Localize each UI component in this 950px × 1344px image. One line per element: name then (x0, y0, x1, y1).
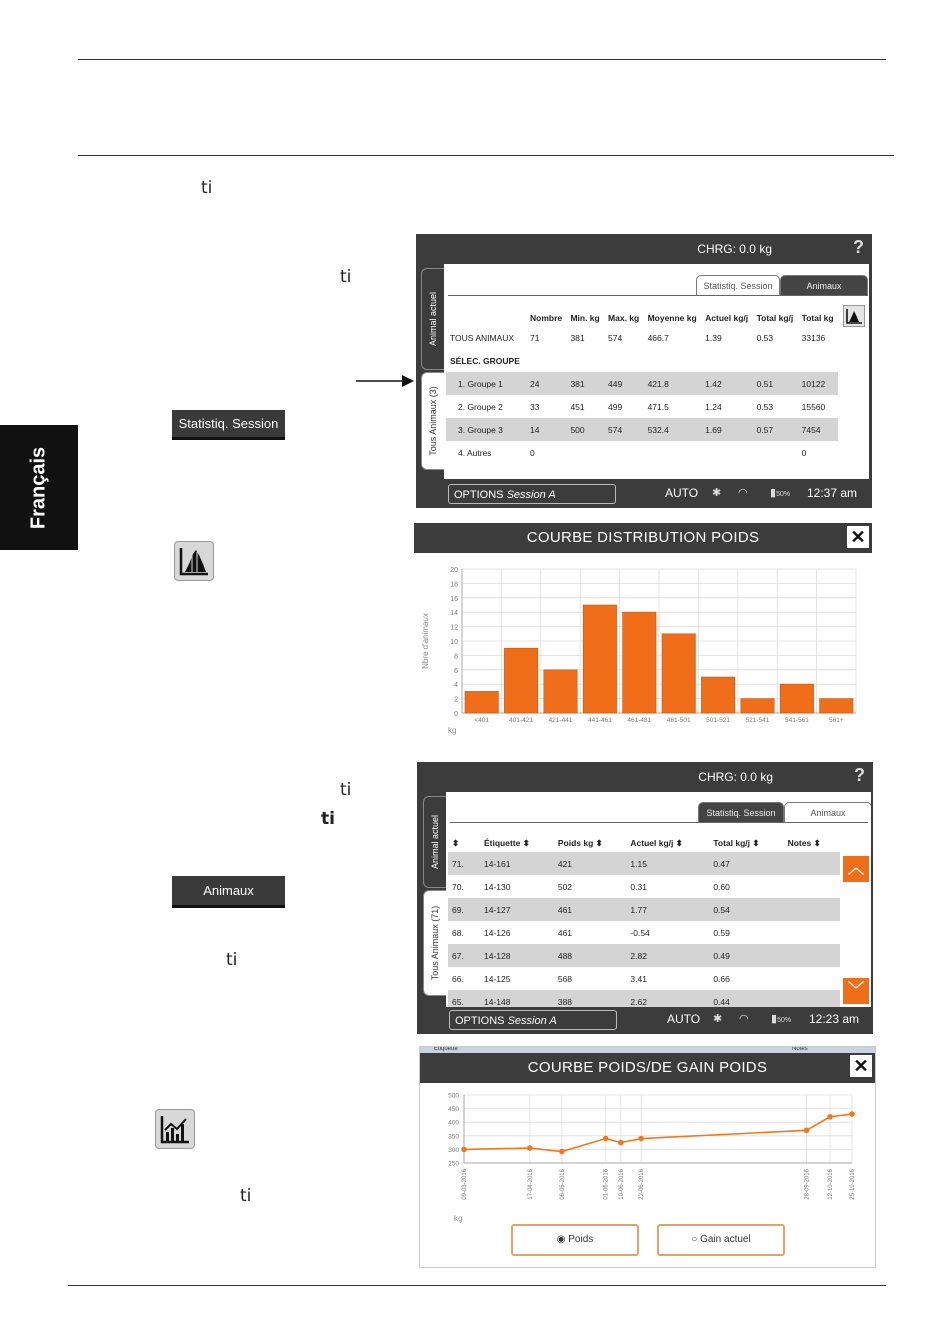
vtab-label: Tous Animaux (3) (428, 386, 438, 456)
table-cell (526, 349, 566, 372)
radio-selected-icon: ◉ (556, 1234, 566, 1245)
table-cell (784, 967, 840, 990)
chart-title-text: COURBE POIDS/DE GAIN POIDS (527, 1059, 768, 1076)
x-tick-label: 421-441 (548, 717, 573, 724)
chart-title-text: COURBE DISTRIBUTION POIDS (526, 529, 760, 546)
table-cell: 10122 (798, 372, 838, 395)
stats-table-rule (448, 295, 866, 296)
y-tick-label: 18 (450, 581, 458, 589)
table-cell: 66. (452, 973, 464, 984)
close-icon[interactable]: ✕ (850, 1055, 872, 1077)
options-button[interactable] (448, 484, 616, 504)
table-cell: 0.66 (713, 973, 730, 984)
pointer-arrow-icon (356, 374, 416, 388)
table-cell: 7454 (798, 418, 838, 441)
column-header[interactable]: Notes ⬍ (787, 838, 821, 848)
table-cell: 0.47 (709, 852, 783, 875)
row-label: TOUS ANIMAUX (450, 332, 515, 343)
table-cell (604, 441, 644, 464)
vtab-current-animal[interactable] (423, 796, 447, 888)
battery-icon: ▮50% (770, 487, 791, 499)
bar (820, 699, 853, 713)
table-cell: 381 (570, 332, 585, 343)
y-tick-label: 0 (454, 711, 458, 718)
table-row (446, 349, 838, 372)
x-tick-label: 481-501 (666, 717, 691, 724)
button-label: Statistiq. Session (178, 416, 279, 431)
help-icon[interactable]: ? (854, 765, 865, 785)
y-tick-label: 500 (448, 1092, 459, 1100)
y-tick-label: 6 (454, 667, 458, 675)
ligature-fragment: ti (321, 809, 335, 829)
table-row[interactable] (448, 898, 840, 921)
tab-label: Statistiq. Session (703, 281, 773, 291)
table-cell (701, 441, 752, 464)
header-rule-top (78, 59, 886, 60)
y-tick-label: 450 (448, 1106, 459, 1114)
data-point (461, 1147, 467, 1153)
table-cell: 1.77 (626, 898, 709, 921)
table-cell (566, 441, 604, 464)
bar (465, 691, 498, 713)
ligature-fragment: ti (201, 178, 213, 198)
vtab-label: Tous Animaux (71) (430, 905, 440, 981)
bar (741, 699, 774, 713)
table-cell: 14-128 (480, 944, 554, 967)
language-label: Français (27, 446, 50, 529)
table-cell: 1.39 (705, 332, 722, 343)
column-header (446, 300, 526, 326)
x-tick-label: 01-06-2016 (603, 1169, 610, 1200)
animals-table-rule (450, 822, 868, 823)
data-point (804, 1128, 810, 1134)
column-header[interactable]: Poids kg ⬍ (557, 838, 603, 848)
data-point (849, 1111, 855, 1117)
table-cell: 0.53 (756, 332, 774, 343)
row-label: 2. Groupe 2 (458, 401, 503, 412)
vtab-current-animal[interactable] (421, 268, 445, 370)
data-point (559, 1149, 565, 1155)
tab-statistiq-session[interactable] (696, 275, 780, 296)
clock: 12:37 am (807, 486, 858, 500)
weight-line-chart (420, 1083, 877, 1225)
table-cell: 0.57 (753, 418, 798, 441)
distribution-bar-chart (414, 553, 872, 745)
table-cell: 65. (448, 990, 480, 1007)
load-readout: CHRG: 0.0 kg (697, 242, 772, 256)
chart-open-button[interactable] (843, 305, 865, 327)
table-cell: 449 (604, 372, 644, 395)
table-cell (784, 852, 840, 875)
bottom-status-bar (417, 1006, 873, 1034)
options-label: OPTIONS (454, 489, 504, 501)
tab-label: Animaux (810, 808, 846, 818)
battery-level: 50% (777, 1017, 792, 1024)
auto-mode-label: AUTO (665, 486, 699, 500)
battery-icon: ▮50% (771, 1013, 792, 1025)
bar (701, 677, 734, 713)
column-header: Total kg (801, 313, 834, 323)
data-point (603, 1136, 609, 1142)
ligature-fragment: ti (340, 267, 352, 287)
x-tick-label: 561+ (828, 717, 844, 724)
table-cell: 0.54 (709, 898, 783, 921)
table-row[interactable] (448, 852, 840, 875)
y-tick-label: 14 (450, 610, 458, 618)
distribution-chart-icon (844, 306, 864, 326)
wifi-icon: ◠ (738, 487, 748, 499)
table-cell (784, 944, 840, 967)
table-cell: 14-161 (480, 852, 554, 875)
bar (544, 670, 577, 713)
table-cell: 14 (526, 418, 566, 441)
series-line (464, 1114, 852, 1152)
x-tick-label: 461-481 (627, 717, 652, 724)
animals-list-screen (417, 762, 873, 1034)
table-cell (644, 441, 702, 464)
stats-header-row (446, 300, 838, 326)
table-cell: 500 (566, 418, 604, 441)
stats-table (446, 300, 838, 464)
table-cell (753, 349, 798, 372)
table-cell: 15560 (801, 401, 826, 412)
tab-animaux[interactable] (784, 802, 871, 823)
y-tick-label: 300 (448, 1146, 459, 1154)
table-cell: 0.60 (713, 881, 730, 892)
table-cell: 0 (530, 447, 535, 458)
x-tick-label: 541-561 (784, 717, 809, 724)
underlying-header-right: Notes (792, 1047, 808, 1052)
table-cell: 0.53 (756, 401, 774, 412)
table-cell (644, 349, 702, 372)
x-tick-label: 17-04-2016 (527, 1169, 534, 1200)
bar (780, 684, 813, 713)
column-header[interactable]: ⬍ (452, 838, 460, 848)
statistiq-session-button-image (172, 410, 285, 440)
animals-table (448, 826, 840, 1007)
footer-rule (68, 1285, 886, 1286)
vtab-label: Animal actuel (428, 291, 438, 347)
top-status-bar (416, 234, 872, 264)
table-cell: 1.24 (705, 401, 722, 412)
table-cell: 0.51 (753, 372, 798, 395)
column-header: Max. kg (608, 313, 640, 323)
column-header[interactable]: Actuel kg/j ⬍ (630, 838, 683, 848)
table-cell: 502 (557, 881, 573, 892)
x-tick-label: 12-10-2016 (828, 1169, 835, 1200)
data-point (527, 1145, 533, 1151)
column-header[interactable]: Total kg/j ⬍ (713, 838, 760, 848)
x-tick-label: 501-521 (706, 717, 731, 724)
x-tick-label: 401-421 (509, 717, 534, 724)
table-cell: 1.69 (701, 418, 752, 441)
bluetooth-icon: ✱ (713, 1013, 723, 1025)
vtab-all-animals[interactable] (423, 890, 447, 996)
vtab-all-animals[interactable] (421, 372, 445, 470)
table-cell (784, 875, 840, 898)
table-cell: 33136 (801, 332, 826, 343)
chart-title (414, 523, 872, 553)
x-tick-label: 441-461 (587, 717, 612, 724)
y-tick-label: 8 (454, 653, 458, 661)
table-cell: 14-130 (484, 881, 511, 892)
row-label: 3. Groupe 3 (446, 418, 526, 441)
scroll-down-button[interactable]: ﹀ (843, 978, 869, 1004)
y-tick-label: 350 (448, 1133, 459, 1141)
table-cell: 1.42 (701, 372, 752, 395)
options-button[interactable] (449, 1010, 617, 1030)
clock: 12:23 am (809, 1012, 860, 1026)
data-point (827, 1114, 833, 1120)
table-cell: 461 (557, 927, 573, 938)
y-tick-label: 16 (450, 595, 458, 603)
table-cell (784, 898, 840, 921)
weight-gain-chart-icon (155, 1109, 195, 1149)
table-cell (798, 349, 838, 372)
row-label: SÉLEC. GROUPE (450, 355, 520, 366)
y-tick-label: 4 (454, 682, 458, 690)
table-cell: 3.41 (630, 973, 647, 984)
table-cell: 67. (448, 944, 480, 967)
tab-label: Animaux (806, 281, 842, 291)
x-unit-label: kg (454, 1214, 463, 1223)
row-label: 4. Autres (458, 447, 492, 458)
session-label: Session A (507, 1015, 557, 1027)
load-readout: CHRG: 0.0 kg (698, 770, 773, 784)
animals-header-row (448, 826, 840, 852)
y-tick-label: 2 (454, 696, 458, 704)
x-tick-label: 28-09-2016 (804, 1169, 811, 1200)
battery-level: 50% (776, 491, 791, 498)
session-stats-screen (416, 234, 872, 508)
language-side-tab (0, 425, 78, 550)
table-cell: 1.15 (626, 852, 709, 875)
bar (504, 648, 537, 713)
x-tick-label: 10-06-2016 (618, 1169, 625, 1200)
tab-statistiq-session[interactable] (698, 802, 784, 823)
column-header: Min. kg (570, 313, 600, 323)
data-point (638, 1136, 644, 1142)
table-row[interactable] (446, 372, 838, 395)
table-cell: 71 (530, 332, 540, 343)
table-row[interactable] (448, 921, 840, 944)
table-cell (701, 349, 752, 372)
radio-label: Gain actuel (700, 1234, 751, 1245)
table-cell: 466.7 (647, 332, 669, 343)
table-cell (784, 921, 840, 944)
x-tick-label: 09-03-2016 (462, 1169, 468, 1200)
bottom-status-bar (416, 480, 872, 508)
table-cell: 451 (570, 401, 585, 412)
x-tick-label: 521-541 (745, 717, 770, 724)
column-header: Moyenne kg (647, 313, 697, 323)
underlying-header-left: Étiquette (434, 1047, 458, 1052)
table-cell: 14-125 (484, 973, 511, 984)
table-cell (784, 990, 840, 1007)
table-cell: 2.62 (626, 990, 709, 1007)
radio-unselected-icon: ○ (691, 1234, 698, 1245)
table-cell: 388 (554, 990, 627, 1007)
column-header: Total kg/j (756, 313, 794, 323)
stats-content (444, 264, 869, 479)
table-cell: 471.5 (647, 401, 669, 412)
table-row[interactable] (446, 418, 838, 441)
table-cell: 14-126 (484, 927, 511, 938)
tab-label: Statistiq. Session (706, 808, 776, 818)
x-tick-label: 25-10-2016 (850, 1169, 856, 1200)
animaux-button-image (172, 876, 285, 908)
table-cell: 14-127 (480, 898, 554, 921)
table-cell: 0.31 (630, 881, 647, 892)
radio-poids[interactable] (511, 1224, 639, 1256)
table-cell: 574 (604, 418, 644, 441)
table-cell: 421.8 (644, 372, 702, 395)
ligature-fragment: ti (240, 1186, 252, 1206)
table-cell: 14-148 (480, 990, 554, 1007)
table-cell: 574 (608, 332, 623, 343)
table-cell: 0 (801, 447, 807, 458)
table-cell: 24 (526, 372, 566, 395)
options-label: OPTIONS (455, 1015, 505, 1027)
table-row[interactable] (448, 875, 840, 898)
table-cell: 33 (530, 401, 540, 412)
panel2-tabs (698, 802, 870, 822)
button-label: Animaux (203, 883, 254, 898)
table-cell: 2.82 (626, 944, 709, 967)
table-row[interactable] (446, 395, 838, 418)
radio-gain-actuel[interactable] (657, 1224, 785, 1256)
x-tick-label: <401 (474, 717, 490, 724)
distribution-chart-screen (414, 523, 872, 745)
auto-mode-label: AUTO (667, 1012, 701, 1026)
table-row[interactable] (448, 944, 840, 967)
table-cell (753, 441, 798, 464)
table-row[interactable] (448, 990, 840, 1007)
data-point (618, 1140, 624, 1146)
x-tick-label: 22-06-2016 (639, 1169, 646, 1200)
table-cell: -0.54 (630, 927, 650, 938)
table-cell: 568 (557, 973, 573, 984)
table-cell: 381 (566, 372, 604, 395)
table-cell: 461 (554, 898, 627, 921)
panel1-tabs (696, 275, 866, 295)
y-axis-label: Nbre d'animaux (421, 613, 430, 669)
y-tick-label: 10 (450, 639, 458, 646)
table-cell (566, 349, 604, 372)
bar (583, 605, 616, 713)
y-tick-label: 12 (450, 624, 458, 632)
table-cell: 68. (452, 927, 464, 938)
table-row[interactable] (448, 967, 840, 990)
ligature-fragment: ti (226, 950, 238, 970)
bar (623, 612, 656, 713)
top-status-bar (417, 762, 873, 792)
ligature-fragment: ti (340, 780, 352, 800)
tab-animaux[interactable] (780, 275, 868, 296)
row-label: 1. Groupe 1 (446, 372, 526, 395)
table-cell: 532.4 (644, 418, 702, 441)
column-header: Nombre (530, 313, 563, 323)
x-tick-label: 06-05-2016 (559, 1169, 566, 1200)
scroll-up-button[interactable]: ︿ (843, 856, 869, 882)
chart-title (420, 1053, 875, 1083)
vtab-label: Animal actuel (430, 814, 440, 870)
x-unit-label: kg (448, 726, 457, 735)
table-cell: 0.59 (713, 927, 730, 938)
table-cell: 421 (554, 852, 627, 875)
table-cell: 0.49 (709, 944, 783, 967)
y-tick-label: 250 (448, 1160, 459, 1168)
table-cell: 70. (452, 881, 464, 892)
wifi-icon: ◠ (739, 1013, 749, 1025)
table-cell: 0.44 (709, 990, 783, 1007)
y-tick-label: 20 (450, 567, 458, 574)
radio-label: Poids (568, 1234, 594, 1245)
header-rule-bottom (78, 155, 894, 156)
y-tick-label: 400 (448, 1119, 459, 1127)
table-cell: 71. (448, 852, 480, 875)
table-cell (604, 349, 644, 372)
table-row[interactable] (446, 441, 838, 464)
animals-content (446, 792, 871, 1007)
session-label: Session A (506, 489, 556, 501)
table-cell: 499 (608, 401, 623, 412)
table-row[interactable] (446, 326, 838, 349)
close-icon[interactable]: ✕ (847, 526, 869, 548)
bluetooth-icon: ✱ (712, 487, 722, 499)
table-cell: 69. (448, 898, 480, 921)
table-cell: 488 (554, 944, 627, 967)
help-icon[interactable]: ? (853, 237, 864, 257)
distribution-chart-icon (174, 541, 214, 581)
weight-gain-chart-screen (419, 1046, 876, 1268)
bar (662, 634, 695, 713)
column-header: Actuel kg/j (705, 313, 749, 323)
column-header[interactable]: Étiquette ⬍ (484, 838, 530, 848)
